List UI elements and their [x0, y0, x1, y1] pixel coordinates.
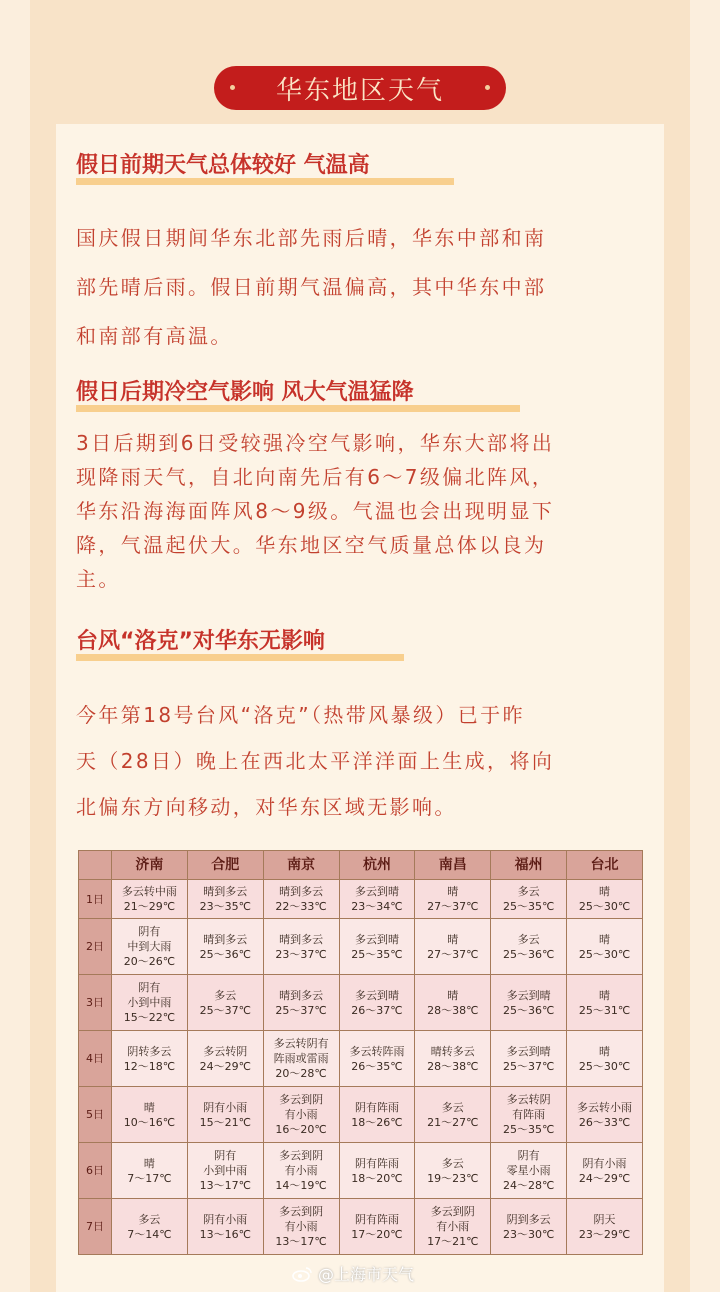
- day-label: 6日: [79, 1143, 112, 1199]
- forecast-cell-line: 26～37℃: [351, 1003, 403, 1017]
- forecast-cell-line: 晴: [599, 885, 611, 898]
- forecast-cell-line: 多云: [517, 932, 540, 946]
- forecast-cell-line: 多云转中雨: [121, 885, 177, 898]
- forecast-cell-line: 25～30℃: [578, 900, 631, 913]
- forecast-cell-line: 25～30℃: [578, 947, 631, 961]
- day-label: 4日: [79, 1031, 112, 1087]
- forecast-cell-line: 有小雨: [284, 1108, 318, 1121]
- forecast-cell: [339, 1143, 415, 1199]
- forecast-cell-line: 26～33℃: [578, 1115, 631, 1129]
- banner-title: 华东地区天气: [275, 75, 444, 106]
- forecast-cell: [415, 1031, 491, 1087]
- forecast-cell: [263, 1199, 339, 1255]
- forecast-cell-line: 25～31℃: [578, 1003, 631, 1017]
- forecast-cell-line: 22～33℃: [275, 900, 327, 913]
- forecast-cell-line: 阴有阵雨: [354, 1212, 399, 1226]
- forecast-cell-line: 25～35℃: [351, 947, 403, 961]
- forecast-cell: [112, 880, 188, 919]
- forecast-cell-line: 多云: [138, 1212, 161, 1226]
- forecast-cell: [491, 975, 567, 1031]
- forecast-cell-line: 晴到多云: [279, 988, 324, 1002]
- forecast-cell-line: 多云转阴: [203, 1044, 248, 1058]
- forecast-cell: [187, 1031, 263, 1087]
- forecast-cell: [339, 975, 415, 1031]
- section-banner: [214, 66, 506, 110]
- forecast-cell: [491, 1143, 567, 1199]
- forecast-cell-line: 晴: [599, 932, 611, 946]
- forecast-cell-line: 多云: [441, 1100, 464, 1114]
- forecast-cell: [339, 919, 415, 975]
- forecast-cell: [491, 1031, 567, 1087]
- section-paragraph-3: 今年第18号台风“洛克”（热带风暴级）已于昨 天（28日）晚上在西北太平洋洋面上生成，将向 北偏东方向移动，对华东区域无影响。: [76, 703, 555, 819]
- forecast-cell: [415, 919, 491, 975]
- forecast-cell-line: 24～29℃: [199, 1059, 251, 1073]
- section-paragraph-2: 3日后期到6日受较强冷空气影响，华东大部将出 现降雨天气，自北向南先后有6～7级偏北阵风， 华东沿海海面阵风8～9级。气温也会出现明显下 降，气温起伏大。华东地区空气质量总体以良为 主。: [76, 431, 555, 591]
- forecast-cell-line: 多云到晴: [506, 988, 551, 1002]
- forecast-cell-line: 21～27℃: [427, 1115, 479, 1129]
- forecast-cell-line: 阴到多云: [506, 1212, 551, 1226]
- forecast-cell: [339, 1199, 415, 1255]
- table-header-row: [79, 851, 643, 880]
- forecast-cell-line: 23～35℃: [199, 900, 251, 913]
- forecast-cell-line: 有阵雨: [512, 1108, 546, 1121]
- forecast-cell-line: 阴天: [593, 1212, 616, 1226]
- forecast-cell-line: 23～29℃: [578, 1227, 631, 1241]
- forecast-cell-line: 多云到晴: [506, 1044, 551, 1058]
- forecast-cell: [263, 880, 339, 919]
- table-corner: [79, 851, 112, 880]
- forecast-cell-line: 18～26℃: [351, 1115, 403, 1129]
- city-header: 台北: [567, 851, 643, 880]
- forecast-cell: [415, 1143, 491, 1199]
- table-row: [79, 880, 643, 919]
- forecast-cell-line: 14～19℃: [275, 1179, 327, 1192]
- day-label: 5日: [79, 1087, 112, 1143]
- forecast-cell-line: 多云到阴: [279, 1093, 324, 1106]
- forecast-cell: [112, 1031, 188, 1087]
- forecast-cell-line: 23～30℃: [502, 1227, 555, 1241]
- forecast-cell-line: 阴转多云: [127, 1044, 172, 1058]
- table-row: [79, 1199, 643, 1255]
- weibo-icon: [292, 1266, 312, 1282]
- forecast-cell: [187, 919, 263, 975]
- city-header: 合肥: [187, 851, 263, 880]
- forecast-cell: [567, 1087, 643, 1143]
- forecast-cell-line: 多云: [441, 1156, 464, 1170]
- forecast-cell-line: 13～16℃: [199, 1227, 251, 1241]
- forecast-cell-line: 阴有小雨: [203, 1100, 248, 1114]
- city-header: 杭州: [339, 851, 415, 880]
- forecast-cell-line: 多云到阴: [430, 1205, 475, 1218]
- forecast-cell-line: 25～35℃: [502, 900, 555, 913]
- forecast-cell: [339, 1031, 415, 1087]
- forecast-cell: [263, 975, 339, 1031]
- forecast-cell-line: 多云: [214, 988, 237, 1002]
- forecast-cell-line: 中到大雨: [127, 940, 172, 953]
- forecast-cell: [491, 1199, 567, 1255]
- forecast-cell-line: 晴: [447, 988, 459, 1002]
- forecast-cell: [567, 880, 643, 919]
- forecast-cell-line: 阴有: [138, 925, 161, 938]
- forecast-cell-line: 7～17℃: [127, 1171, 172, 1185]
- city-header: 福州: [491, 851, 567, 880]
- forecast-cell: [187, 1143, 263, 1199]
- forecast-cell: [415, 1087, 491, 1143]
- forecast-cell: [339, 1087, 415, 1143]
- table-row: [79, 1087, 643, 1143]
- forecast-cell-line: 27～37℃: [427, 900, 479, 913]
- forecast-cell: [263, 919, 339, 975]
- section-heading-2: 假日后期冷空气影响 风大气温猛降: [76, 375, 414, 406]
- forecast-cell-line: 小到中雨: [203, 1164, 248, 1177]
- forecast-cell-line: 晴转多云: [430, 1044, 475, 1058]
- forecast-cell-line: 23～37℃: [275, 947, 327, 961]
- forecast-cell-line: 晴: [599, 1044, 611, 1058]
- forecast-cell-line: 多云转阴: [506, 1093, 551, 1106]
- forecast-cell: [491, 919, 567, 975]
- forecast-cell: [415, 1199, 491, 1255]
- forecast-cell-line: 有小雨: [284, 1220, 318, 1233]
- section-paragraph-1: 国庆假日期间华东北部先雨后晴，华东中部和南 部先晴后雨。假日前期气温偏高，其中华东中部 和南部有高温。: [76, 226, 547, 348]
- day-label: 3日: [79, 975, 112, 1031]
- forecast-cell-line: 多云到阴: [279, 1205, 324, 1218]
- forecast-cell-line: 27～37℃: [427, 947, 479, 961]
- forecast-cell-line: 25～37℃: [502, 1059, 555, 1073]
- forecast-cell: [567, 919, 643, 975]
- banner-dot-right: [485, 85, 490, 90]
- forecast-cell-line: 21～29℃: [123, 900, 176, 913]
- forecast-cell: [567, 1143, 643, 1199]
- forecast-cell-line: 25～36℃: [502, 947, 555, 961]
- forecast-cell-line: 28～38℃: [427, 1003, 479, 1017]
- forecast-cell: [263, 1143, 339, 1199]
- forecast-cell: [187, 880, 263, 919]
- forecast-cell: [112, 1143, 188, 1199]
- forecast-cell-line: 晴到多云: [279, 932, 324, 946]
- table-row: [79, 1143, 643, 1199]
- forecast-cell-line: 多云到晴: [354, 885, 399, 898]
- forecast-cell-line: 阴有: [517, 1149, 540, 1162]
- section-heading-3: 台风“洛克”对华东无影响: [76, 624, 325, 655]
- forecast-cell-line: 阵雨或雷雨: [273, 1052, 329, 1065]
- forecast-cell-line: 小到中雨: [127, 996, 172, 1009]
- forecast-table: [78, 850, 643, 1255]
- forecast-cell-line: 多云转阵雨: [349, 1044, 405, 1058]
- forecast-cell-line: 多云: [517, 885, 540, 898]
- forecast-cell-line: 多云转小雨: [577, 1100, 633, 1114]
- forecast-cell-line: 零星小雨: [506, 1164, 551, 1177]
- forecast-cell-line: 24～29℃: [578, 1171, 631, 1185]
- forecast-cell-line: 19～23℃: [427, 1171, 479, 1185]
- forecast-cell-line: 晴: [447, 932, 459, 946]
- weibo-watermark: [292, 1262, 414, 1285]
- forecast-cell-line: 28～38℃: [427, 1059, 479, 1073]
- table-row: [79, 975, 643, 1031]
- forecast-cell-line: 7～14℃: [127, 1227, 172, 1241]
- forecast-cell-line: 阴有: [214, 1149, 237, 1162]
- forecast-cell: [567, 1031, 643, 1087]
- forecast-cell-line: 13～17℃: [275, 1235, 327, 1248]
- forecast-cell-line: 有小雨: [284, 1164, 318, 1177]
- day-label: 7日: [79, 1199, 112, 1255]
- city-header: 南昌: [415, 851, 491, 880]
- forecast-cell-line: 多云转阴有: [273, 1037, 329, 1050]
- forecast-cell-line: 13～17℃: [199, 1179, 251, 1192]
- table-row: [79, 1031, 643, 1087]
- forecast-cell-line: 晴: [143, 1100, 155, 1114]
- forecast-cell: [567, 1199, 643, 1255]
- forecast-cell: [263, 1087, 339, 1143]
- forecast-cell-line: 20～26℃: [123, 955, 176, 968]
- city-header: 南京: [263, 851, 339, 880]
- forecast-cell-line: 12～18℃: [123, 1059, 176, 1073]
- forecast-cell-line: 18～20℃: [351, 1171, 403, 1185]
- day-label: 2日: [79, 919, 112, 975]
- forecast-cell-line: 17～20℃: [351, 1227, 403, 1241]
- forecast-cell-line: 晴到多云: [279, 885, 324, 898]
- forecast-cell-line: 晴到多云: [203, 932, 248, 946]
- forecast-cell-line: 多云到晴: [354, 988, 399, 1002]
- forecast-cell-line: 阴有阵雨: [354, 1156, 399, 1170]
- forecast-cell-line: 23～34℃: [351, 900, 403, 913]
- forecast-cell-line: 阴有: [138, 981, 161, 994]
- section-heading-1: 假日前期天气总体较好 气温高: [76, 148, 370, 179]
- forecast-cell-line: 晴到多云: [203, 885, 248, 898]
- forecast-cell: [112, 919, 188, 975]
- city-header: 济南: [112, 851, 188, 880]
- forecast-cell-line: 24～28℃: [502, 1179, 555, 1192]
- forecast-cell-line: 20～28℃: [275, 1067, 327, 1080]
- day-label: 1日: [79, 880, 112, 919]
- forecast-cell-line: 阴有阵雨: [354, 1100, 399, 1114]
- forecast-cell-line: 25～36℃: [199, 947, 251, 961]
- forecast-cell: [491, 880, 567, 919]
- forecast-cell: [112, 1199, 188, 1255]
- forecast-cell: [415, 975, 491, 1031]
- forecast-cell-line: 15～21℃: [199, 1115, 251, 1129]
- watermark-text: @上海市天气: [318, 1265, 415, 1284]
- forecast-cell-line: 25～37℃: [199, 1003, 251, 1017]
- forecast-cell-line: 阴有小雨: [203, 1212, 248, 1226]
- forecast-cell-line: 25～30℃: [578, 1059, 631, 1073]
- forecast-cell-line: 17～21℃: [427, 1235, 479, 1248]
- forecast-cell-line: 15～22℃: [123, 1011, 176, 1024]
- forecast-cell-line: 晴: [599, 988, 611, 1002]
- forecast-cell-line: 26～35℃: [351, 1059, 403, 1073]
- forecast-cell: [415, 880, 491, 919]
- forecast-cell-line: 25～37℃: [275, 1003, 327, 1017]
- table-row: [79, 919, 643, 975]
- forecast-cell-line: 晴: [143, 1156, 155, 1170]
- forecast-cell: [339, 880, 415, 919]
- forecast-cell: [263, 1031, 339, 1087]
- forecast-cell-line: 阴有小雨: [582, 1156, 627, 1170]
- forecast-cell-line: 25～35℃: [502, 1123, 555, 1136]
- forecast-cell: [567, 975, 643, 1031]
- forecast-cell: [187, 975, 263, 1031]
- forecast-cell-line: 10～16℃: [123, 1115, 176, 1129]
- forecast-cell: [187, 1199, 263, 1255]
- forecast-cell-line: 有小雨: [436, 1220, 470, 1233]
- forecast-cell: [112, 975, 188, 1031]
- forecast-cell-line: 多云到晴: [354, 932, 399, 946]
- forecast-cell-line: 25～36℃: [502, 1003, 555, 1017]
- forecast-cell-line: 多云到阴: [279, 1149, 324, 1162]
- forecast-cell-line: 晴: [447, 885, 459, 898]
- banner-dot-left: [230, 85, 235, 90]
- forecast-cell-line: 16～20℃: [275, 1123, 327, 1136]
- forecast-cell: [112, 1087, 188, 1143]
- forecast-cell: [187, 1087, 263, 1143]
- forecast-cell: [491, 1087, 567, 1143]
